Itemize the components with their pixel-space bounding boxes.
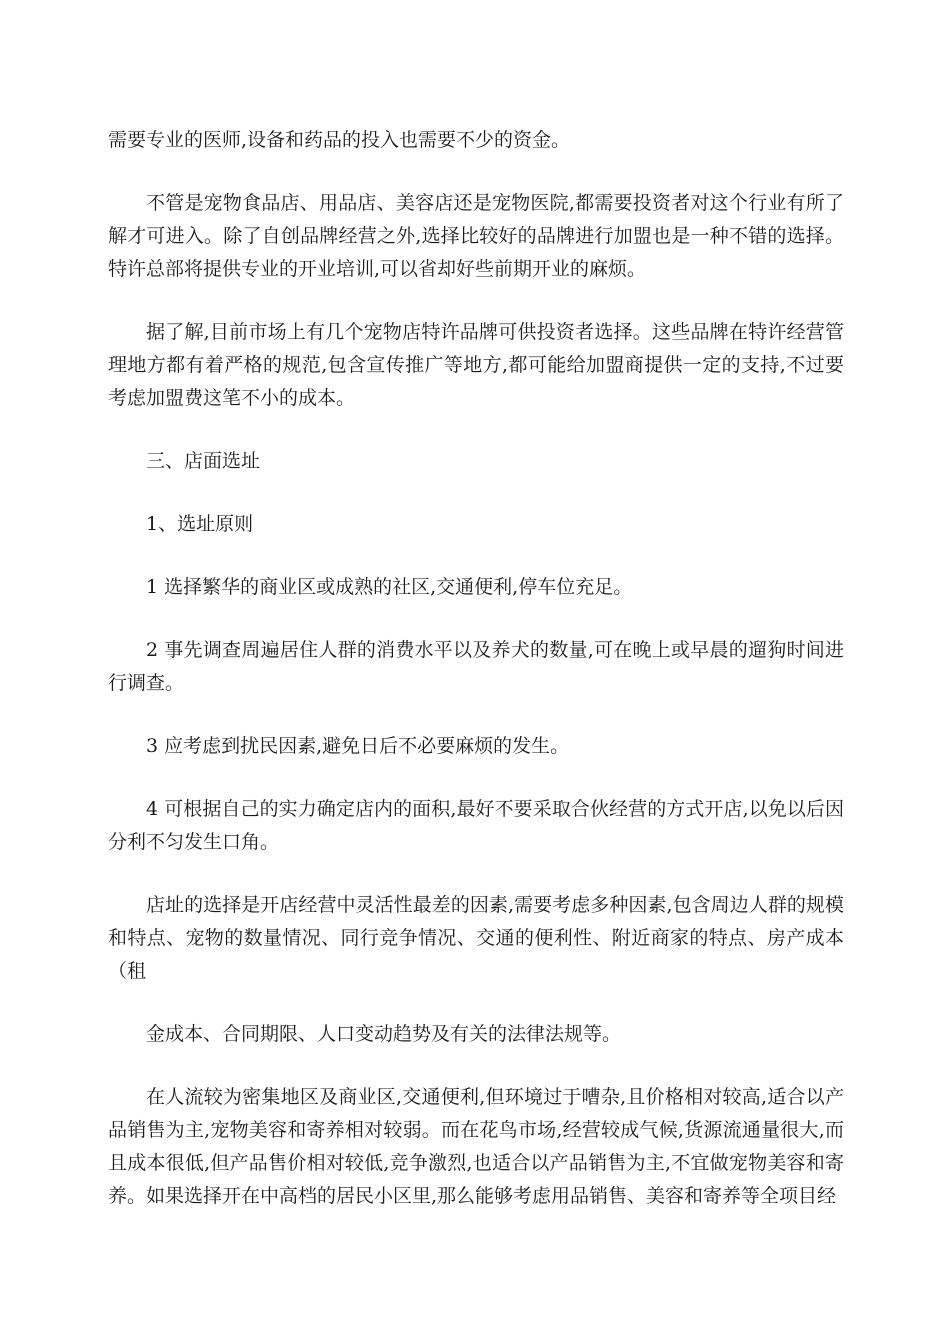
document-page [108, 124, 844, 1213]
list-item-principle-3: 3 应考虑到扰民因素,避免日后不必要麻烦的发生。 [146, 735, 570, 757]
paragraph-location-factors-cont: 金成本、合同期限、人口变动趋势及有关的法律法规等。 [146, 1023, 622, 1045]
paragraph-franchise-intro: 不管是宠物食品店、用品店、美容店还是宠物医院,都需要投资者对这个行业有所了解才可进入。除了自创品牌经营之外,选择比较好的品牌进行加盟也是一种不错的选择。特许总部将提供专业的开业培训,可以省却好些前期开业的麻烦。 [108, 192, 844, 280]
subsection-heading-location-principles: 1、选址原则 [146, 513, 254, 535]
paragraph-continuation: 需要专业的医师,设备和药品的投入也需要不少的资金。 [108, 129, 571, 151]
paragraph-franchise-brands: 据了解,目前市场上有几个宠物店特许品牌可供投资者选择。这些品牌在特许经营管理地方都有着严格的规范,包含宣传推广等地方,都可能给加盟商提供一定的支持,不过要考虑加盟费这笔不小的成本。 [108, 321, 844, 409]
section-heading-store-location: 三、店面选址 [146, 450, 261, 472]
paragraph-location-factors: 店址的选择是开店经营中灵活性最差的因素,需要考虑多种因素,包含周边人群的规模和特点、宠物的数量情况、同行竞争情况、交通的便利性、附近商家的特点、房产成本（租 [108, 894, 844, 982]
list-item-principle-1: 1 选择繁华的商业区或成熟的社区,交通便利,停车位充足。 [146, 576, 633, 598]
list-item-principle-2: 2 事先调查周遍居住人群的消费水平以及养犬的数量,可在晚上或早晨的遛狗时间进行调查。 [108, 639, 844, 694]
paragraph-location-comparison: 在人流较为密集地区及商业区,交通便利,但环境过于嘈杂,且价格相对较高,适合以产品销售为主,宠物美容和寄养相对较弱。而在花鸟市场,经营较成气候,货源流通量很大,而且成本很低,但产品售价相对较低,竞争激烈,也适合以产品销售为主,不宜做宠物美容和寄养。如果选择开在中高档的居民小区里,那么能够考虑用品销售、美容和寄养等全项目经 [108, 1086, 844, 1207]
list-item-principle-4: 4 可根据自己的实力确定店内的面积,最好不要采取合伙经营的方式开店,以免以后因分利不匀发生口角。 [108, 798, 844, 853]
